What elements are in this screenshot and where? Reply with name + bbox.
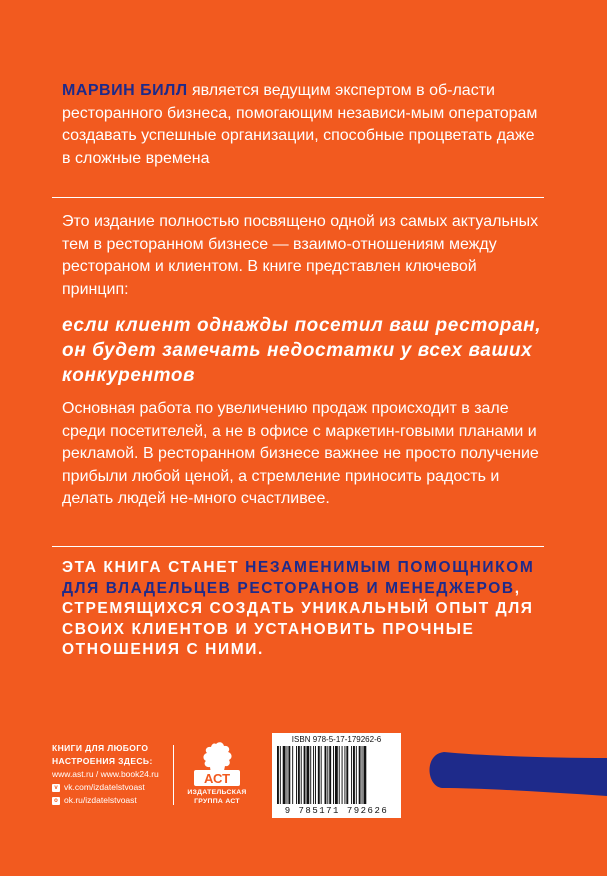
publisher-caption: ИЗДАТЕЛЬСКАЯ ГРУППА АСТ	[187, 789, 247, 805]
barcode-bars	[277, 746, 396, 804]
barcode-bar	[353, 746, 355, 804]
barcode-bar	[283, 746, 286, 804]
barcode-bar	[362, 746, 363, 804]
author-name: МАРВИН БИЛЛ	[62, 82, 188, 99]
barcode-bar	[318, 746, 320, 804]
barcode-bar	[342, 746, 343, 804]
footer-websites: www.ast.ru / www.book24.ru	[52, 769, 159, 779]
barcode-bar	[288, 746, 290, 804]
barcode-bar	[325, 746, 327, 804]
divider-top	[52, 197, 544, 198]
footer-vk-link: vk.com/izdatelstvoast	[64, 782, 145, 792]
footer-ok-link: ok.ru/izdatelstvoast	[64, 795, 137, 805]
barcode-bar	[356, 746, 357, 804]
barcode-bar	[304, 746, 306, 804]
key-principle-quote: если клиент однажды посетил ваш ресторан, он будет замечать недостатки у всех ваших конкурентов	[62, 315, 542, 386]
footer-heading-1: КНИГИ ДЛЯ ЛЮБОГО	[52, 743, 149, 753]
barcode-bar	[280, 746, 281, 804]
ok-icon: o	[52, 797, 60, 805]
footer-links	[52, 742, 159, 807]
barcode-bar	[327, 746, 328, 804]
barcode-bar	[335, 746, 338, 804]
callout-statement	[62, 558, 542, 661]
isbn-label: ISBN 978-5-17-179262-6	[291, 735, 382, 744]
description-paragraph-2: Основная работа по увеличению продаж происходит в зале среди посетителей, а не в офисе с маркетин-говыми планами и рекламой. В ресторанном бизнесе важнее не просто получение прибыли любой ценой, а стремление приносить радость и делать людей не-много счастливее.	[62, 400, 539, 507]
barcode-bar	[292, 746, 293, 804]
decorative-swoosh-icon	[424, 746, 607, 796]
barcode	[272, 733, 401, 818]
barcode-bar	[351, 746, 352, 804]
barcode-number: 9 785171 792626	[284, 806, 389, 816]
barcode-bar	[339, 746, 340, 804]
barcode-bar	[363, 746, 366, 804]
barcode-bar	[315, 746, 316, 804]
callout-part-2: , СТРЕМЯЩИХСЯ СОЗДАТЬ УНИКАЛЬНЫЙ ОПЫТ ДЛЯ СВОИХ КЛИЕНТОВ И УСТАНОВИТЬ ПРОЧНЫЕ ОТНОШЕНИЯ С НИМИ.	[62, 579, 534, 658]
barcode-bar	[296, 746, 297, 804]
barcode-bar	[298, 746, 300, 804]
barcode-bar	[344, 746, 345, 804]
barcode-bar	[359, 746, 361, 804]
barcode-bar	[306, 746, 309, 804]
author-description: является ведущим экспертом в об-ласти ресторанного бизнеса, помогающим независи-мым операторам создавать успешные организации, способные процветать даже в сложные времена	[62, 82, 538, 167]
barcode-bar	[310, 746, 311, 804]
barcode-bar	[346, 746, 348, 804]
footer-ok-row	[52, 794, 159, 807]
barcode-bar	[321, 746, 322, 804]
divider-bottom	[52, 546, 544, 547]
author-intro	[62, 80, 542, 170]
callout-highlight: НЕЗАМЕНИМЫМ ПОМОЩНИКОМ ДЛЯ ВЛАДЕЛЬЦЕВ РЕСТОРАНОВ И МЕНЕДЖЕРОВ	[62, 559, 535, 597]
vk-icon: v	[52, 784, 60, 792]
callout-part-1: ЭТА КНИГА СТАНЕТ	[62, 559, 246, 576]
barcode-bar	[301, 746, 302, 804]
barcode-bar	[333, 746, 334, 804]
footer-vk-row	[52, 781, 159, 794]
footer-heading-2: НАСТРОЕНИЯ ЗДЕСЬ:	[52, 756, 153, 766]
barcode-bar	[329, 746, 331, 804]
barcode-bar	[313, 746, 314, 804]
barcode-bar	[287, 746, 288, 804]
barcode-bar	[277, 746, 279, 804]
description-paragraph-1: Это издание полностью посвящено одной из самых актуальных тем в ресторанном бизнесе — взаимо-отношениям между рестораном и клиентом. В книге представлен ключевой принцип:	[62, 213, 539, 298]
footer-vertical-divider	[173, 745, 174, 805]
publisher-logo-text: АСТ	[203, 771, 231, 786]
